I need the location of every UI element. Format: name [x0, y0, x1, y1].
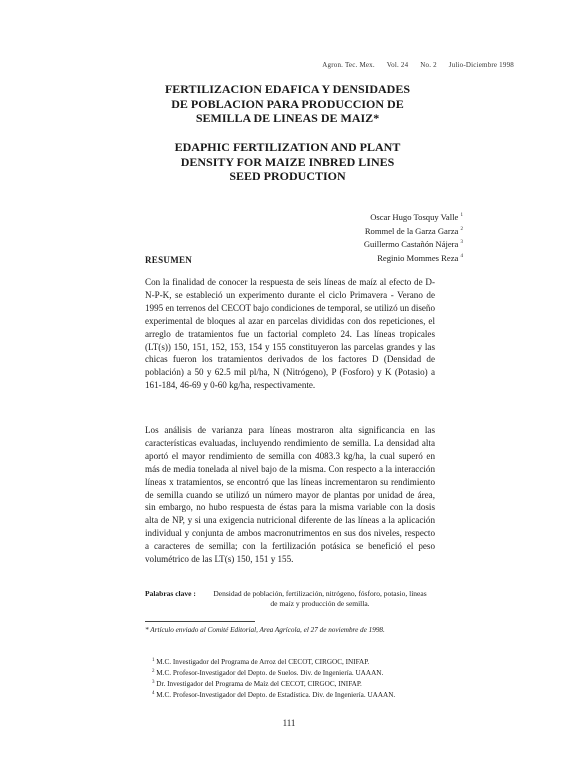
title-es-line: FERTILIZACION EDAFICA Y DENSIDADES — [164, 82, 411, 96]
affiliation: $^2$ M.C. Profesor-Investigador del Depto. de Suelos. Div. de Ingeniería. UAAAN. — [152, 669, 384, 677]
spanish-title — [140, 82, 435, 126]
journal-name: Agron. Tec. Mex. — [322, 61, 375, 69]
journal-volume: Vol. 24 — [386, 61, 409, 69]
affiliation: $^1$ M.C. Investigador del Programa de Arroz del CECOT, CIRGOC, INIFAP. — [152, 658, 370, 666]
author: Reginio Mommes Reza $^4$ — [377, 252, 463, 263]
author: Rommel de la Garza Garza $^2$ — [364, 225, 463, 236]
author: Oscar Hugo Tosquy Valle $^1$ — [370, 212, 463, 222]
affiliation: $^3$ Dr. Investigador del Programa de Maíz del CECOT, CIRGOC, INIFAP. — [152, 680, 362, 688]
abstract-paragraph-2: Los análisis de varianza para líneas mostraron alta significancia en las características evaluadas, incluyendo rendimiento de semilla. La densidad alta aportó el mayor rendimiento de semilla con 4083.3 kg/ha, la cual superó en más de media tonelada al nivel bajo de la misma. Con respecto a la interacción líneas x tratamientos, se encontró que las líneas incrementaron su rendimiento de semilla cuando se utilizó un número mayor de plantas por unidad de área, sin embargo, no hubo respuesta de éstas para la misma variable con la dosis alta de NP, y si una exigencia nutricional diferente de las líneas a la aplicación individual y conjunta de ambos macronutrimentos en sus dos niveles, respecto a caracteres de semilla; con la fertilización potásica se benefició el peso volumétrico de las LT(s) 150, 151 y 155. — [145, 425, 435, 565]
journal-header — [312, 61, 514, 69]
abstract-paragraph-1: Con la finalidad de conocer la respuesta de seis líneas de maíz al efecto de D-N-P-K, se estableció un experimento durante el ciclo Primavera - Verano de 1995 en terrenos del CECOT bajo condiciones de temporal, se utilizó un diseño experimental de bloques al azar en parcelas divididas con dos repeticiones, el arreglo de tratamientos fue un factorial completo 24. Las líneas tropicales (LT(s)) 150, 151, 152, 153, 154 y 155 constituyeron las parcelas grandes y las chicas fueron los tratamientos derivados de los factores D (Densidad de población) a 50 y 62.5 mil pl/ha, N (Nitrógeno), P (Fosforo) y K (Potasio) a 161-184, 46-69 y 0-60 kg/ha, respectivamente. — [145, 277, 436, 391]
footnote-divider — [145, 621, 255, 622]
affiliations — [152, 656, 437, 700]
author: Guillermo Castañón Nájera $^3$ — [363, 239, 463, 249]
title-es-line: SEMILLA DE LINEAS DE MAIZ* — [195, 111, 380, 125]
author-list — [364, 210, 463, 264]
title-en-line: EDAPHIC FERTILIZATION AND PLANT — [174, 140, 401, 154]
title-es-line: DE POBLACION PARA PRODUCCION DE — [171, 96, 404, 111]
page-number: 111 — [282, 718, 296, 728]
resumen-heading: RESUMEN — [145, 255, 193, 265]
submission-footnote: * Artículo enviado al Comité Editorial, Area Agrícola, el 27 de noviembre de 1998. — [145, 626, 385, 634]
journal-period: Julio-Diciembre 1998 — [448, 61, 514, 69]
title-en-line: SEED PRODUCTION — [229, 169, 346, 183]
keywords-label: Palabras clave : — [145, 589, 196, 598]
english-title — [140, 140, 435, 184]
keywords — [145, 589, 435, 609]
affiliation: $^4$ M.C. Profesor-Investigador del Depto. de Estadística. Div. de Ingeniería. UAAAN. — [152, 691, 396, 699]
journal-number: No. 2 — [420, 61, 437, 69]
title-en-line: DENSITY FOR MAIZE INBRED LINES — [180, 154, 395, 169]
keywords-text: Densidad de población, fertilización, nitrógeno, fósforo, potasio, líneas de maíz y producción de semilla. — [213, 589, 427, 608]
